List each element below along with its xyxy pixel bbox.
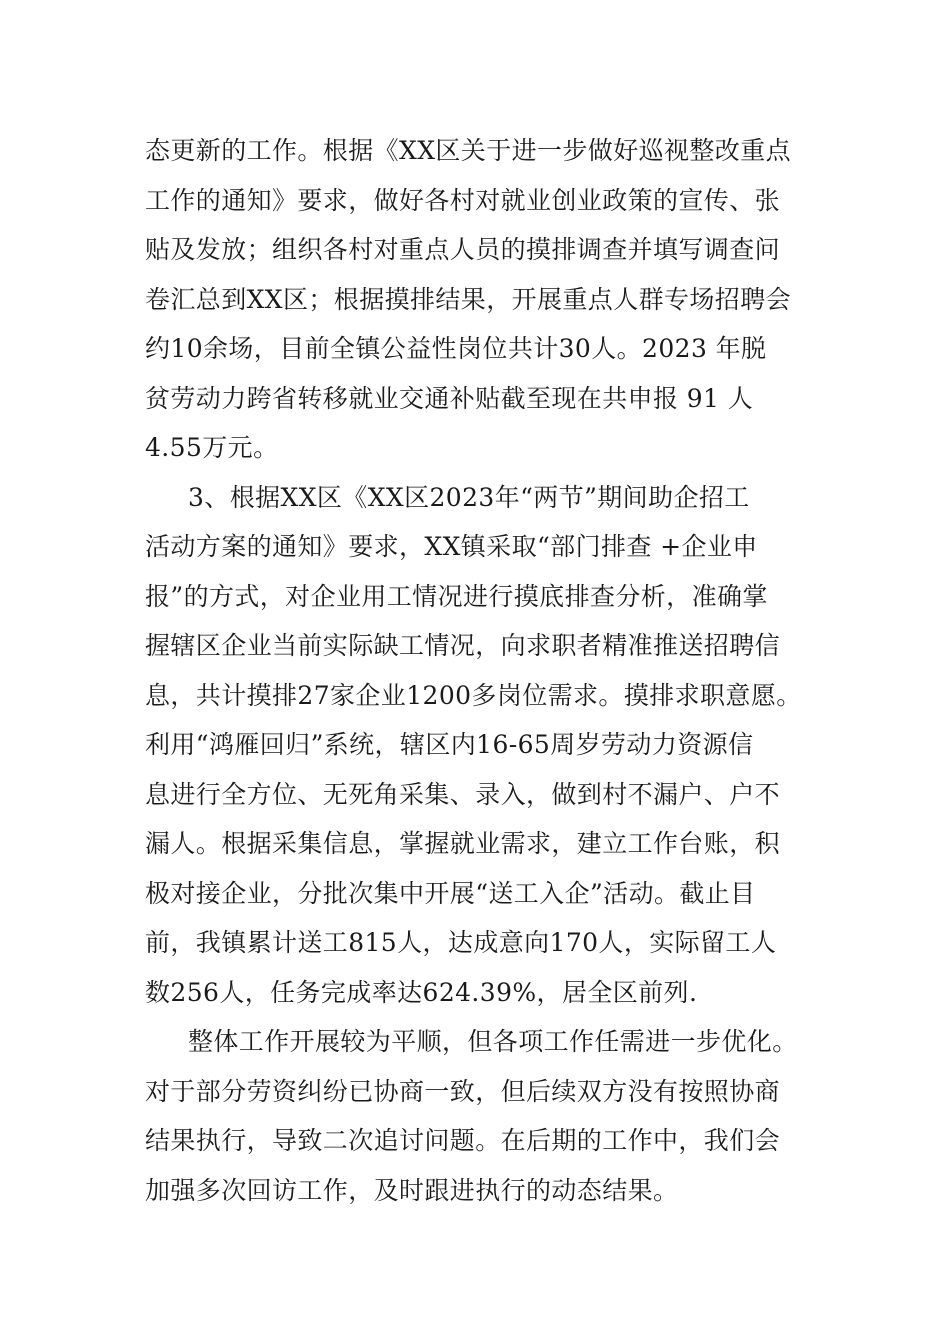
paragraph-line: 整体工作开展较为平顺，但各项工作任需进一步优化。 (188, 1027, 798, 1056)
paragraph-line: 息，共计摸排27家企业1200多岗位需求。摸排求职意愿。 (145, 681, 802, 710)
paragraph-line: 结果执行，导致二次追讨问题。在后期的工作中，我们会 (145, 1126, 781, 1155)
paragraph-line: 握辖区企业当前实际缺工情况，向求职者精准推送招聘信 (145, 631, 781, 660)
paragraph-line: 贴及发放；组织各村对重点人员的摸排调查并填写调查问 (145, 235, 781, 264)
paragraph-line: 报”的方式，对企业用工情况进行摸底排查分析，准确掌 (145, 582, 768, 611)
paragraph-line: 极对接企业，分批次集中开展“送工入企”活动。截止目 (145, 879, 756, 908)
paragraph-line: 3、根据XX区《XX区2023年“两节”期间助企招工 (188, 483, 750, 512)
paragraph-line: 对于部分劳资纠纷已协商一致，但后续双方没有按照协商 (145, 1077, 781, 1106)
paragraph-line: 贫劳动力跨省转移就业交通补贴截至现在共申报 91 人 (145, 384, 754, 413)
paragraph-line: 漏人。根据采集信息，掌握就业需求，建立工作台账，积 (145, 829, 781, 858)
paragraph-line: 数256人，任务完成率达624.39%，居全区前列. (145, 978, 698, 1007)
paragraph-line: 利用“鸿雁回归”系统，辖区内16-65周岁劳动力资源信 (145, 730, 754, 759)
paragraph-line: 活动方案的通知》要求，XX镇采取“部门排查 +企业申 (145, 532, 758, 561)
paragraph-line: 息进行全方位、无死角采集、录入，做到村不漏户、户不 (145, 780, 781, 809)
paragraph-line: 前，我镇累计送工815人，达成意向170人，实际留工人 (145, 928, 777, 957)
paragraph-line: 工作的通知》要求，做好各村对就业创业政策的宣传、张 (145, 186, 781, 215)
paragraph-line: 加强多次回访工作，及时跟进执行的动态结果。 (145, 1176, 679, 1205)
paragraph-line: 卷汇总到XX区；根据摸排结果，开展重点人群专场招聘会 (145, 285, 791, 314)
paragraph-line: 态更新的工作。根据《XX区关于进一步做好巡视整改重点 (145, 136, 791, 165)
paragraph-line: 约10余场，目前全镇公益性岗位共计30人。2023 年脱 (145, 334, 767, 363)
paragraph-line: 4.55万元。 (145, 433, 279, 462)
